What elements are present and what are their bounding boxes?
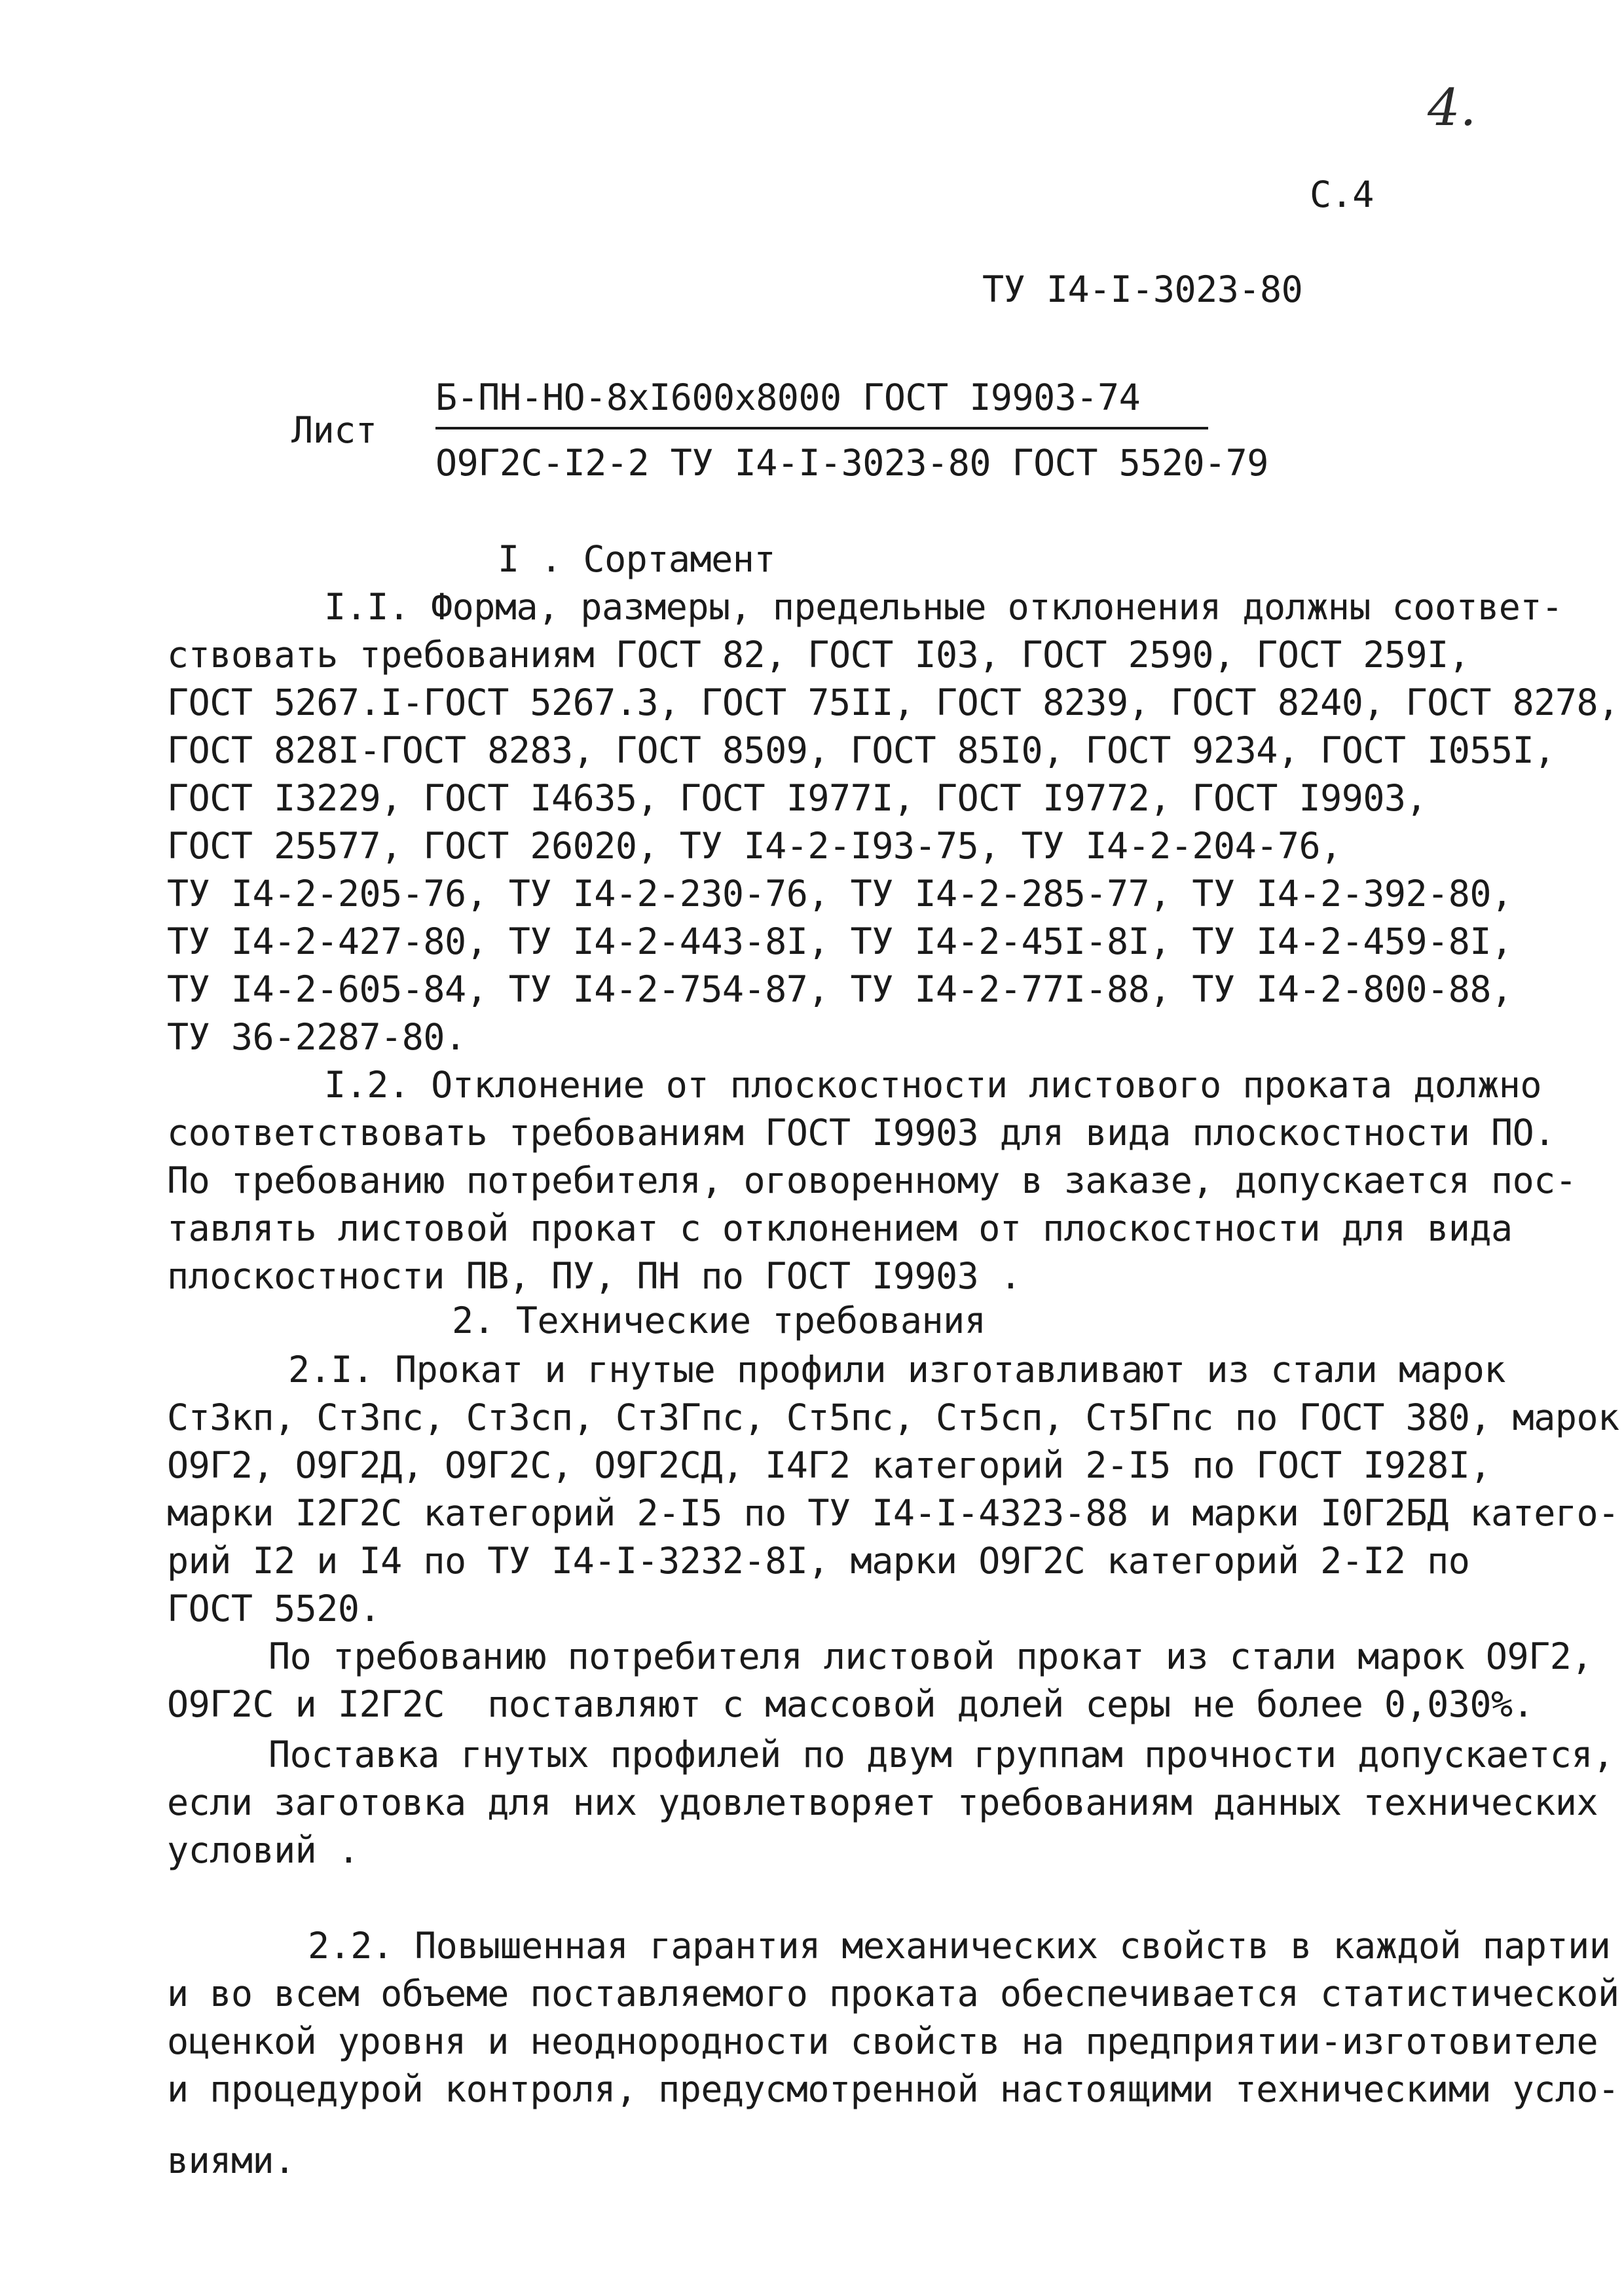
text-line: ТУ I4-2-605-84, ТУ I4-2-754-87, ТУ I4-2-77I-88, ТУ I4-2-800-88, bbox=[167, 968, 1513, 1010]
handwritten-page-number: 4. bbox=[1428, 79, 1477, 137]
section-2-title: 2. Технические требования bbox=[452, 1300, 986, 1341]
fraction-line bbox=[435, 427, 1208, 429]
text-line: I.2. Отклонение от плоскостности листового проката должно bbox=[324, 1064, 1541, 1106]
text-line: О9Г2, О9Г2Д, О9Г2С, О9Г2СД, I4Г2 категорий 2-I5 по ГОСТ I928I, bbox=[167, 1444, 1491, 1486]
text-line: рий I2 и I4 по ТУ I4-I-3232-8I, марки О9Г2С категорий 2-I2 по bbox=[167, 1540, 1470, 1582]
text-line: виями. bbox=[167, 2140, 295, 2181]
text-line: 2.2. Повышенная гарантия механических свойств в каждой партии bbox=[308, 1925, 1611, 1967]
text-line: плоскостности ПВ, ПУ, ПН по ГОСТ I9903 . bbox=[167, 1255, 1022, 1297]
document-code: ТУ I4-I-3023-80 bbox=[982, 268, 1303, 310]
sheet-label: Лист bbox=[291, 409, 377, 451]
text-line: ТУ 36-2287-80. bbox=[167, 1016, 466, 1058]
text-line: марки I2Г2С категорий 2-I5 по ТУ I4-I-4323-88 и марки I0Г2БД катего- bbox=[167, 1492, 1619, 1534]
text-line: оценкой уровня и неоднородности свойств на предприятии-изготовителе bbox=[167, 2020, 1598, 2062]
text-line: соответствовать требованиям ГОСТ I9903 для вида плоскостности ПО. bbox=[167, 1112, 1555, 1154]
text-line: По требованию потребителя, оговоренному в заказе, допускается пос- bbox=[167, 1159, 1577, 1201]
text-line: ТУ I4-2-427-80, ТУ I4-2-443-8I, ТУ I4-2-45I-8I, ТУ I4-2-459-8I, bbox=[167, 920, 1513, 962]
text-line: тавлять листовой прокат с отклонением от плоскостности для вида bbox=[167, 1207, 1513, 1249]
text-line: По требованию потребителя листовой прокат из стали марок О9Г2, bbox=[268, 1635, 1593, 1677]
text-line: и во всем объеме поставляемого проката обеспечивается статистической bbox=[167, 1973, 1619, 2014]
text-line: условий . bbox=[167, 1829, 360, 1871]
text-line: ГОСТ 25577, ГОСТ 26020, ТУ I4-2-I93-75, ТУ I4-2-204-76, bbox=[167, 825, 1342, 867]
text-line: ГОСТ 828I-ГОСТ 8283, ГОСТ 8509, ГОСТ 85I0, ГОСТ 9234, ГОСТ I055I, bbox=[167, 729, 1555, 771]
text-line: ГОСТ I3229, ГОСТ I4635, ГОСТ I977I, ГОСТ I9772, ГОСТ I9903, bbox=[167, 777, 1428, 819]
text-line: Поставка гнутых профилей по двум группам прочности допускается, bbox=[268, 1734, 1614, 1776]
text-line: ГОСТ 5520. bbox=[167, 1588, 381, 1630]
text-line: ствовать требованиям ГОСТ 82, ГОСТ I03, ГОСТ 2590, ГОСТ 259I, bbox=[167, 634, 1470, 676]
sheet-denominator: О9Г2С-I2-2 ТУ I4-I-3023-80 ГОСТ 5520-79 bbox=[435, 442, 1268, 484]
page-label: С.4 bbox=[1310, 173, 1374, 215]
text-line: если заготовка для них удовлетворяет требованиям данных технических bbox=[167, 1781, 1598, 1823]
text-line: ГОСТ 5267.I-ГОСТ 5267.3, ГОСТ 75II, ГОСТ 8239, ГОСТ 8240, ГОСТ 8278, bbox=[167, 682, 1619, 723]
sheet-numerator: Б-ПН-НО-8хI600х8000 ГОСТ I9903-74 bbox=[435, 376, 1141, 418]
text-line: I.I. Форма, размеры, предельные отклонения должны соответ- bbox=[324, 586, 1563, 628]
section-1-title: I . Сортамент bbox=[498, 538, 775, 580]
text-line: 2.I. Прокат и гнутые профили изготавливают из стали марок bbox=[288, 1349, 1505, 1391]
text-line: ТУ I4-2-205-76, ТУ I4-2-230-76, ТУ I4-2-285-77, ТУ I4-2-392-80, bbox=[167, 873, 1513, 915]
text-line: и процедурой контроля, предусмотренной настоящими техническими усло- bbox=[167, 2068, 1619, 2110]
text-line: Ст3кп, Ст3пс, Ст3сп, Ст3Гпс, Ст5пс, Ст5сп, Ст5Гпс по ГОСТ 380, марок bbox=[167, 1396, 1619, 1438]
text-line: О9Г2С и I2Г2С поставляют с массовой долей серы не более 0,030%. bbox=[167, 1683, 1534, 1725]
